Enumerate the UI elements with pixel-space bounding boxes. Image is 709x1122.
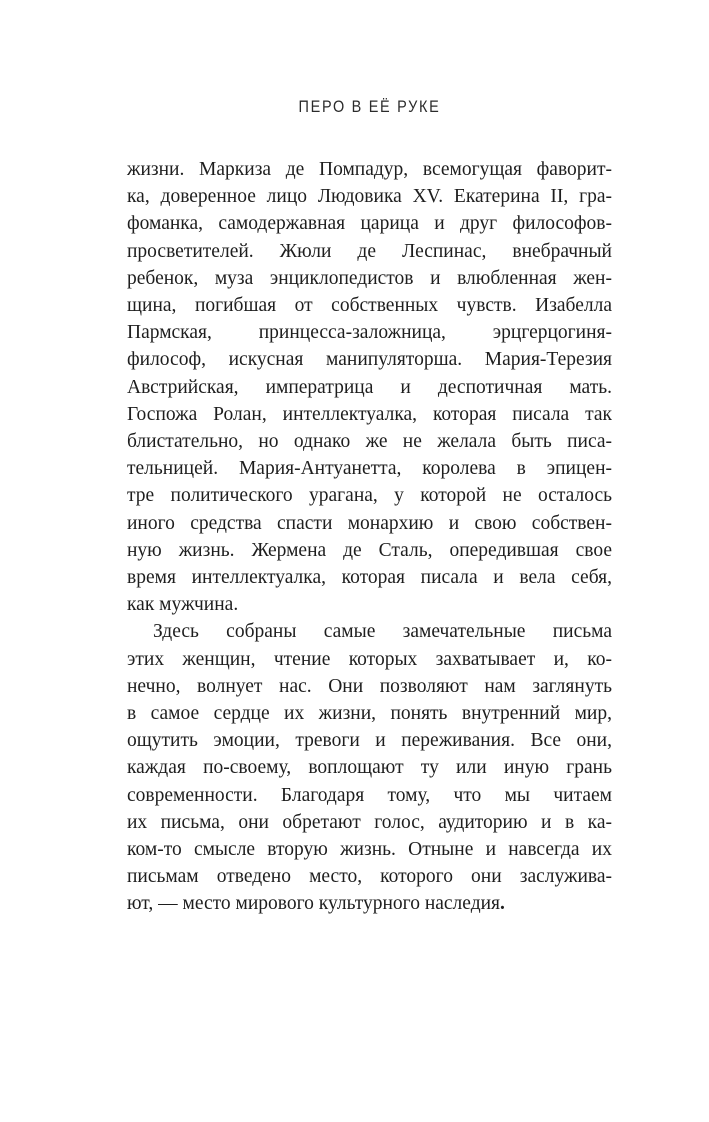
text-line: Здесь собраны самые замечательные письма: [153, 621, 612, 643]
text-line: ком-то смысле вторую жизнь. Отныне и навсегда их: [127, 839, 612, 861]
text-line: письмам отведено место, которого они заслужива-: [127, 866, 612, 888]
text-line: ребенок, муза энциклопедистов и влюбленная жен-: [127, 267, 612, 289]
text-line: современности. Благодаря тому, что мы читаем: [127, 784, 612, 806]
text-line: ка, доверенное лицо Людовика XV. Екатерина II, гра-: [127, 186, 612, 208]
text-line: щина, погибшая от собственных чувств. Изабелла: [127, 295, 612, 317]
text-line: иного средства спасти монархию и свою собствен-: [127, 512, 612, 534]
running-header-title: ПЕРО В ЕЁ РУКЕ: [298, 97, 441, 116]
text-line: просветителей. Жюли де Леспинас, внебрачный: [127, 240, 612, 262]
text-line: тельницей. Мария-Антуанетта, королева в эпицен-: [127, 458, 612, 480]
text-line: каждая по-своему, воплощают ту или иную грань: [127, 757, 612, 779]
bold-period: .: [500, 893, 505, 915]
text-line: нечно, волнует нас. Они позволяют нам заглянуть: [127, 675, 612, 697]
body-text-block: [127, 156, 612, 918]
text-line: Госпожа Ролан, интеллектуалка, которая писала так: [127, 403, 612, 425]
text-line: время интеллектуалка, которая писала и вела себя,: [127, 567, 612, 589]
text-line: философ, искусная манипуляторша. Мария-Терезия: [127, 349, 612, 371]
text-line: блистательно, но однако же не желала быть писа-: [127, 431, 612, 453]
text-line: Пармская, принцесса-заложница, эрцгерцогиня-: [127, 322, 612, 344]
text-line: жизни. Маркиза де Помпадур, всемогущая фаворит-: [127, 159, 612, 180]
text-line: этих женщин, чтение которых захватывает и, ко-: [127, 648, 612, 670]
text-line: как мужчина.: [127, 594, 239, 616]
text-line: их письма, они обретают голос, аудиторию и в ка-: [127, 811, 612, 833]
paragraph: [127, 618, 612, 917]
text-line: ют, — место мирового культурного наследия.: [127, 893, 505, 915]
text-line: в самое сердце их жизни, понять внутренний мир,: [127, 703, 612, 725]
text-line: тре политического урагана, у которой не осталось: [127, 485, 612, 507]
text-line: ную жизнь. Жермена де Сталь, опередившая свое: [127, 539, 612, 561]
text-line: Австрийская, императрица и деспотичная мать.: [127, 376, 612, 398]
paragraph: [127, 156, 612, 618]
text-line: фоманка, самодержавная царица и друг философов-: [127, 213, 612, 235]
text-line: ощутить эмоции, тревоги и переживания. Все они,: [127, 730, 612, 752]
